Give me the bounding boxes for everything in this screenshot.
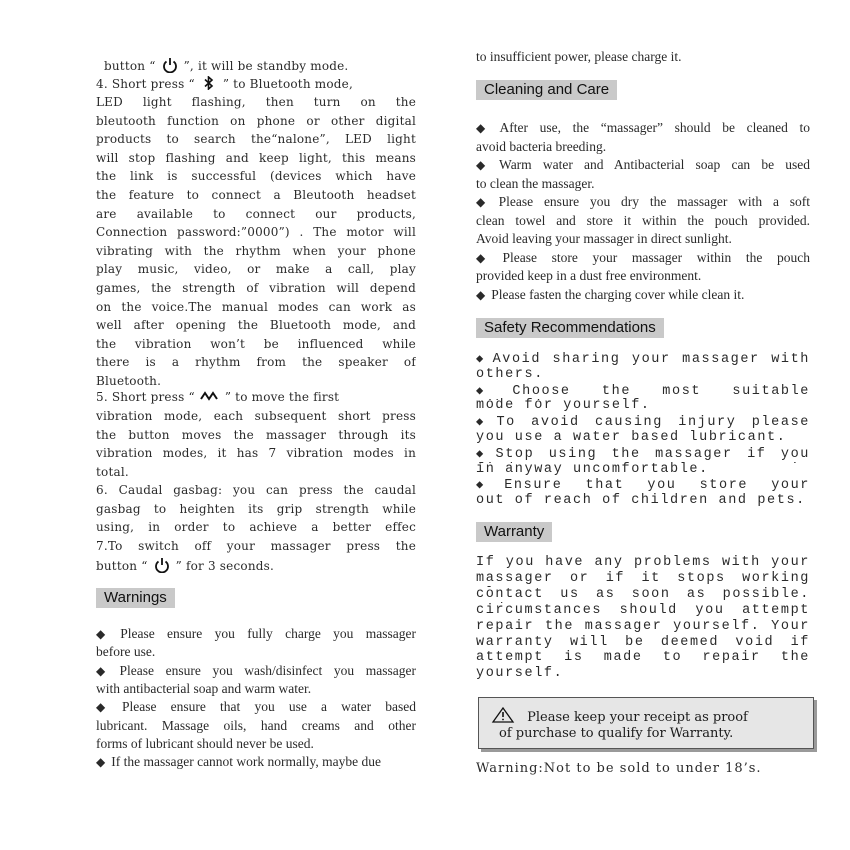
bullet-diamond-icon: ◆ [476,415,491,430]
list-item-text: Please fasten the charging cover while clean it. [491,286,745,302]
power-icon [160,57,180,76]
text-line: attempt is made to repair the [476,650,810,666]
bullet-diamond-icon: ◆ [476,478,499,493]
text-line: the vibration won’t be influenced while [96,336,416,351]
text-line: repair the massager yourself. Your [476,618,810,634]
safety-heading: Safety Recommendations [476,318,664,338]
notice-line-2: of purchase to qualify for Warranty. [499,726,734,741]
notice-line-1: Please keep your receipt as proof [527,709,748,725]
bullet-diamond-icon: ◆ [476,121,494,135]
text-line: Connection password:”0000”) . The motor will [96,225,416,240]
list-item-text: out of reach of children and pets. [476,493,806,509]
list-item-text: Avoid sharing your massager with [492,352,810,367]
warning-triangle-icon [491,706,515,728]
bullet-diamond-icon: ◆ [96,700,117,715]
text-line: yourself. [476,666,564,682]
text-line: the link is successful (devices which have [96,169,416,184]
continuation-text: to insufficient power, please charge it. [476,49,682,64]
warnings-heading: Warnings [96,588,175,608]
text-line: well after opening the Bluetooth mode, and [96,318,416,333]
list-item-text: Please store your massager within the pouch [502,249,810,265]
list-item-text: provided keep in a dust free environment. [476,268,702,283]
bullet-diamond-icon: ◆ [476,195,493,209]
bullet-diamond-icon: ◆ [96,755,106,770]
text-line: using, in order to achieve a better effec [96,520,416,534]
text-line: vibration mode, each subsequent short press [96,409,416,423]
text-line: total. [96,464,129,479]
list-item-text: mode for yourself. [476,398,651,414]
list-item-text: before use. [96,644,156,660]
text-line: bleutooth function on phone or other digital [96,113,416,128]
list-item-text: forms of lubricant should never be used. [96,735,314,751]
text-line: play music, video, or make a call, play [96,262,416,277]
list-item-text: To avoid causing injury please [496,415,810,431]
text-line: LED light flashing, then turn on the [96,95,416,109]
list-item-text: in anyway uncomfortable. [476,461,709,477]
bullet-diamond-icon: ◆ [476,383,507,398]
cleaning-heading: Cleaning and Care [476,80,617,100]
switch-off-line: button “ ” for 3 seconds. [96,557,416,576]
text-line: will stop flashing and keep light, this means [96,150,416,165]
warranty-heading: Warranty [476,522,552,542]
list-item-text: Stop using the massager if you [495,446,810,462]
wave-icon [199,390,221,405]
bullet-diamond-icon: ◆ [476,352,487,366]
text-line: games, the strength of vibration will depend [96,281,416,295]
list-item-text: to clean the massager. [476,175,595,191]
list-item-text: lubricant. Massage oils, hand creams and other [96,717,416,733]
bullet-diamond-icon: ◆ [476,287,486,302]
list-item-text: Please ensure you dry the massager with a soft [498,194,810,209]
list-item-text: with antibacterial soap and warm water. [96,680,312,696]
list-item-text: Please ensure that you use a water based [122,699,416,715]
list-item-text: After use, the “massager” should be cleaned to [499,120,810,135]
list-item-text: Ensure that you store your [504,478,810,494]
text-line: warranty will be deemed void if [476,634,810,650]
text-line: are available to connect our products, [96,206,416,221]
list-item-text: you use a water based lubricant. [476,430,787,445]
text-line: products to search the“nalone”, LED light [96,132,416,147]
bluetooth-intro: 4. Short press “ ” to Bluetooth mode, [96,77,353,91]
text-line: 6. Caudal gasbag: you can press the caudal [96,483,416,497]
text-line: on the voice.The manual modes can work as [96,299,416,314]
age-warning: Warning:Not to be sold to under 18’s. [476,761,762,776]
bullet-diamond-icon: ◆ [96,663,114,678]
list-item-text: clean towel and store it within the pouch provided. [476,212,810,228]
list-item-text: avoid bacteria breeding. [476,138,607,154]
text-line: If you have any problems with your [476,555,810,570]
text-line: the button moves the massager through its [96,427,416,442]
text-line: the feature to connect a Bleutooth headset [96,188,416,202]
text-line: contact us as soon as possible. [476,586,810,602]
bullet-diamond-icon: ◆ [476,250,497,265]
text-line: there is a rhythm from the speaker of [96,355,416,370]
list-item-text: Warm water and Antibacterial soap can be used [499,157,810,172]
list-item-text: Choose the most suitable [512,383,810,399]
list-item-text: Please ensure you fully charge you massager [120,626,416,641]
wave-intro: 5. Short press “ ” to move the first [96,390,340,404]
text-line: massager or if it stops working [476,570,810,586]
list-item-text: If the massager cannot work normally, maybe due [111,754,382,770]
bullet-diamond-icon: ◆ [476,446,490,461]
text-line: gasbag to heighten its grip strength while [96,501,416,516]
text-line: Bluetooth. [96,374,162,388]
list-item-text: Please ensure you wash/disinfect you massager [119,662,416,678]
list-item-text: Avoid leaving your massager in direct sunlight. [476,231,732,246]
list-item-text: others. [476,366,544,382]
text-line: circumstances should you attempt [476,602,810,618]
power-icon [152,557,172,576]
text-line: vibration modes, it has 7 vibration modes in [96,446,416,460]
receipt-notice-box [478,697,814,749]
text-line: 7.To switch off your massager press the [96,538,416,553]
bullet-diamond-icon: ◆ [476,158,494,172]
bluetooth-icon [199,76,219,93]
bullet-diamond-icon: ◆ [96,627,115,641]
text-line: vibrating with the rhythm when your phone [96,243,416,258]
standby-line: button “ ”, it will be standby mode. [104,57,416,76]
